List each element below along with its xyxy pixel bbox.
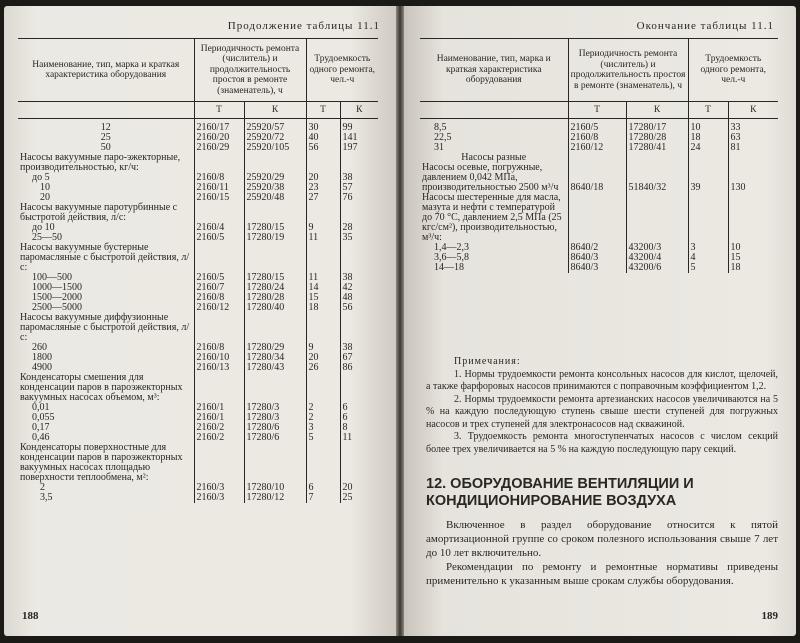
labor-t: 4 [688, 253, 728, 263]
period-t: 8640/3 [568, 253, 626, 263]
labor-k: 35 [340, 233, 378, 243]
labor-k: 33 [728, 123, 778, 133]
labor-t: 40 [306, 133, 340, 143]
header-period: Периодичность ремонта (числитель) и продолжительность простоя в ремонте (знаменатель), ч [194, 39, 306, 102]
labor-t: 56 [306, 143, 340, 153]
period-k: 17280/24 [244, 283, 306, 293]
labor-t: 11 [306, 233, 340, 243]
labor-t: 39 [688, 163, 728, 193]
row-name: 50 [100, 142, 111, 153]
row-name: 0,46 [32, 432, 50, 443]
labor-k: 56 [340, 303, 378, 313]
section-body [426, 518, 778, 588]
labor-k: 63 [728, 133, 778, 143]
row-name: 4900 [32, 362, 52, 373]
labor-t: 14 [306, 283, 340, 293]
table-body [420, 119, 778, 274]
row-name: 14—18 [434, 262, 464, 273]
period-t: 8640/3 [568, 263, 626, 273]
header-labor: Трудоемкость одного ремонта, чел.-ч [688, 39, 778, 102]
labor-k: 8 [340, 423, 378, 433]
labor-t: 18 [306, 303, 340, 313]
header-t: Т [194, 102, 244, 119]
period-k [244, 443, 306, 483]
table-body [18, 119, 378, 504]
labor-t: 5 [306, 433, 340, 443]
labor-k: 6 [340, 413, 378, 423]
labor-t: 2 [306, 403, 340, 413]
period-k: 25920/57 [244, 123, 306, 133]
table-row [420, 193, 778, 243]
row-name: 3,5 [40, 492, 53, 503]
period-t: 2160/17 [194, 123, 244, 133]
table-row [18, 443, 378, 483]
header-blank [420, 102, 568, 119]
labor-t [688, 193, 728, 243]
period-t: 2160/7 [194, 283, 244, 293]
labor-k: 6 [340, 403, 378, 413]
labor-k: 67 [340, 353, 378, 363]
labor-t: 10 [688, 123, 728, 133]
labor-k: 11 [340, 433, 378, 443]
labor-k: 99 [340, 123, 378, 133]
labor-k: 76 [340, 193, 378, 203]
labor-k [728, 193, 778, 243]
labor-t: 15 [306, 293, 340, 303]
labor-t [306, 443, 340, 483]
right-page [404, 6, 796, 636]
period-k: 17280/10 [244, 483, 306, 493]
labor-t: 27 [306, 193, 340, 203]
header-labor-k: К [728, 102, 778, 119]
header-k: К [626, 102, 688, 119]
period-t [194, 153, 244, 173]
note-item: 3. Трудоемкость ремонта многоступенчатых насосов с числом секций более трех увеличивается на 5 % на каждую последующую пару секций. [426, 431, 778, 455]
period-k: 43200/4 [626, 253, 688, 263]
row-name: Насосы вакуумные диффузионные паромасляные с быстротой действия, л/с: [20, 312, 190, 343]
row-name: Насосы вакуумные бустерные паромасляные с быстротой действия, л/с: [20, 242, 190, 273]
table-row [420, 263, 778, 273]
period-k: 17280/6 [244, 423, 306, 433]
table-row [420, 163, 778, 193]
period-t: 2160/29 [194, 143, 244, 153]
period-t: 2160/12 [568, 143, 626, 153]
period-k: 17280/15 [244, 223, 306, 233]
row-name: 260 [32, 342, 47, 353]
period-k: 25920/105 [244, 143, 306, 153]
period-k: 25920/72 [244, 133, 306, 143]
labor-t: 6 [306, 483, 340, 493]
labor-k [340, 243, 378, 273]
period-t: 2160/11 [194, 183, 244, 193]
labor-k: 86 [340, 363, 378, 373]
body-paragraph: Рекомендации по ремонту и ремонтные нормативы приведены применительно к указанным выше срокам службы оборудования. [426, 561, 778, 587]
row-name: 0,01 [32, 402, 50, 413]
labor-k: 15 [728, 253, 778, 263]
body-paragraph: Включенное в раздел оборудование относится к пятой амортизационной группе со сроком полезного использования свыше 7 лет до 10 лет включительно. [426, 519, 778, 559]
labor-k: 38 [340, 273, 378, 283]
left-page [4, 6, 396, 636]
table-row [18, 243, 378, 273]
labor-t: 23 [306, 183, 340, 193]
labor-k: 38 [340, 343, 378, 353]
period-k [244, 203, 306, 223]
period-t: 8640/2 [568, 243, 626, 253]
period-k: 17280/28 [626, 133, 688, 143]
period-k: 17280/40 [244, 303, 306, 313]
labor-t [306, 153, 340, 173]
period-t: 2160/1 [194, 413, 244, 423]
notes-title: Примечания: [454, 356, 521, 367]
period-t: 2160/15 [194, 193, 244, 203]
period-k [626, 193, 688, 243]
period-t: 2160/4 [194, 223, 244, 233]
period-t: 2160/3 [194, 493, 244, 503]
row-name: 0,17 [32, 422, 50, 433]
labor-t [306, 243, 340, 273]
period-t [194, 243, 244, 273]
table-row [18, 493, 378, 503]
equipment-table [420, 38, 778, 273]
labor-t: 2 [306, 413, 340, 423]
period-t: 2160/12 [194, 303, 244, 313]
header-labor-t: Т [688, 102, 728, 119]
row-name: 3,6—5,8 [434, 252, 469, 263]
page-number: 188 [22, 610, 39, 622]
period-t: 2160/3 [194, 483, 244, 493]
period-k: 17280/15 [244, 273, 306, 283]
section-heading: 12. ОБОРУДОВАНИЕ ВЕНТИЛЯЦИИ И КОНДИЦИОНИРОВАНИЕ ВОЗДУХА [426, 476, 694, 509]
period-k: 17280/12 [244, 493, 306, 503]
period-t: 2160/2 [194, 423, 244, 433]
table-row [420, 253, 778, 263]
table-row [420, 123, 778, 133]
table-row [18, 373, 378, 403]
row-name: 100—500 [32, 272, 72, 283]
header-blank [18, 102, 194, 119]
period-k: 17280/3 [244, 413, 306, 423]
running-head: Продолжение таблицы 11.1 [227, 20, 380, 32]
header-labor-t: Т [306, 102, 340, 119]
period-k [244, 243, 306, 273]
labor-k [340, 443, 378, 483]
labor-k: 18 [728, 263, 778, 273]
running-head: Окончание таблицы 11.1 [636, 20, 774, 32]
labor-k [340, 373, 378, 403]
row-name: Конденсаторы смешения для конденсации паров в пароэжекторных вакуумных насосах объемом, м³: [20, 372, 183, 403]
labor-k: 38 [340, 173, 378, 183]
period-t: 8640/18 [568, 163, 626, 193]
header-name: Наименование, тип, марка и краткая характеристика оборудования [420, 39, 568, 102]
period-k: 43200/3 [626, 243, 688, 253]
labor-t: 11 [306, 273, 340, 283]
table-row [18, 203, 378, 223]
row-name: Конденсаторы поверхностные для конденсации паров в пароэжекторных вакуумных насосах площадью поверхности теплообмена, м²: [20, 442, 183, 483]
row-name: 22,5 [434, 132, 452, 143]
header-k: К [244, 102, 306, 119]
row-name: 1800 [32, 352, 52, 363]
row-name: 8,5 [434, 122, 447, 133]
header-period: Периодичность ремонта (числитель) и продолжительность простоя в ремонте (знаменатель), ч [568, 39, 688, 102]
header-labor: Трудоемкость одного ремонта, чел.-ч [306, 39, 378, 102]
row-name: 20 [40, 192, 50, 203]
labor-k: 48 [340, 293, 378, 303]
row-name: 25 [100, 132, 111, 143]
labor-t: 9 [306, 223, 340, 233]
labor-k: 28 [340, 223, 378, 233]
row-name: 1,4—2,3 [434, 242, 469, 253]
labor-k: 20 [340, 483, 378, 493]
labor-k: 10 [728, 243, 778, 253]
period-t [568, 153, 626, 163]
labor-k: 42 [340, 283, 378, 293]
period-k: 17280/6 [244, 433, 306, 443]
period-k [244, 373, 306, 403]
period-t: 2160/5 [194, 233, 244, 243]
labor-k: 25 [340, 493, 378, 503]
labor-t: 3 [688, 243, 728, 253]
labor-t: 30 [306, 123, 340, 133]
row-name: до 5 [32, 172, 50, 183]
labor-t [688, 153, 728, 163]
period-t [568, 193, 626, 243]
table-row [420, 243, 778, 253]
row-name: 2500—5000 [32, 302, 82, 313]
row-name: 2 [40, 482, 45, 493]
labor-t: 3 [306, 423, 340, 433]
period-k: 25920/48 [244, 193, 306, 203]
row-name: Насосы вакуумные паро-эжекторные, производительностью, кг/ч: [20, 152, 181, 173]
period-k: 17280/3 [244, 403, 306, 413]
period-k: 25920/38 [244, 183, 306, 193]
labor-k [340, 313, 378, 343]
row-name: Насосы осевые, погружные, давлением 0,042 МПа, производительностью 2500 м³/ч [422, 162, 559, 193]
period-k: 17280/29 [244, 343, 306, 353]
period-k: 17280/17 [626, 123, 688, 133]
period-t: 2160/8 [194, 343, 244, 353]
labor-t: 20 [306, 173, 340, 183]
header-labor-k: К [340, 102, 378, 119]
labor-t: 20 [306, 353, 340, 363]
page-number: 189 [761, 610, 778, 622]
row-name: Насосы разные [461, 152, 527, 163]
labor-t [306, 313, 340, 343]
row-name: Насосы вакуумные паротурбинные с быстротой действия, л/с: [20, 202, 178, 223]
period-t: 2160/8 [568, 133, 626, 143]
period-k: 25920/29 [244, 173, 306, 183]
period-t: 2160/8 [194, 293, 244, 303]
book-gutter [396, 6, 404, 636]
table-row [18, 153, 378, 173]
period-k: 17280/19 [244, 233, 306, 243]
period-k: 43200/6 [626, 263, 688, 273]
header-name: Наименование, тип, марка и краткая характеристика оборудования [18, 39, 194, 102]
labor-t: 9 [306, 343, 340, 353]
period-t: 2160/10 [194, 353, 244, 363]
period-k [626, 153, 688, 163]
labor-k [340, 203, 378, 223]
labor-k: 81 [728, 143, 778, 153]
period-k: 17280/43 [244, 363, 306, 373]
equipment-table [18, 38, 378, 503]
row-name: 0,055 [32, 412, 55, 423]
period-t: 2160/5 [194, 273, 244, 283]
labor-k [340, 153, 378, 173]
row-name: до 10 [32, 222, 55, 233]
period-t: 2160/2 [194, 433, 244, 443]
period-k: 51840/32 [626, 163, 688, 193]
labor-k: 57 [340, 183, 378, 193]
labor-t: 24 [688, 143, 728, 153]
labor-k: 130 [728, 163, 778, 193]
period-t [194, 203, 244, 223]
table-row [18, 313, 378, 343]
header-t: Т [568, 102, 626, 119]
period-k [244, 153, 306, 173]
period-k: 17280/41 [626, 143, 688, 153]
labor-t: 18 [688, 133, 728, 143]
period-k [244, 313, 306, 343]
period-t: 2160/20 [194, 133, 244, 143]
labor-t: 7 [306, 493, 340, 503]
table-notes [426, 356, 778, 456]
period-t: 2160/13 [194, 363, 244, 373]
labor-t: 5 [688, 263, 728, 273]
row-name: 12 [100, 122, 111, 133]
labor-t [306, 373, 340, 403]
note-item: 2. Нормы трудоемкости ремонта артезианских насосов увеличиваются на 5 % на каждую последующую ступень свыше шести ступеней для погружных насосов и трех ступеней для электронасосов над скважиной. [426, 393, 778, 430]
labor-k: 141 [340, 133, 378, 143]
row-name: 1000—1500 [32, 282, 82, 293]
period-k: 17280/34 [244, 353, 306, 363]
period-t: 2160/8 [194, 173, 244, 183]
period-t [194, 313, 244, 343]
row-name: Насосы шестеренные для масла, мазута и нефти с температурой до 70 °С, давлением 2,5 МПа (25 кгс/см²), производительностью, м³/ч: [422, 192, 562, 243]
row-name: 31 [434, 142, 444, 153]
period-t [194, 443, 244, 483]
note-item: 1. Нормы трудоемкости ремонта консольных насосов для кислот, щелочей, а также фарфоровых насосов принимаются с поправочным коэффициентом 1,2. [426, 368, 778, 392]
labor-t [306, 203, 340, 223]
period-t: 2160/5 [568, 123, 626, 133]
period-k: 17280/28 [244, 293, 306, 303]
labor-t: 26 [306, 363, 340, 373]
period-t [194, 373, 244, 403]
labor-k [728, 153, 778, 163]
row-name: 25—50 [32, 232, 62, 243]
row-name: 1500—2000 [32, 292, 82, 303]
labor-k: 197 [340, 143, 378, 153]
period-t: 2160/1 [194, 403, 244, 413]
row-name: 10 [40, 182, 50, 193]
